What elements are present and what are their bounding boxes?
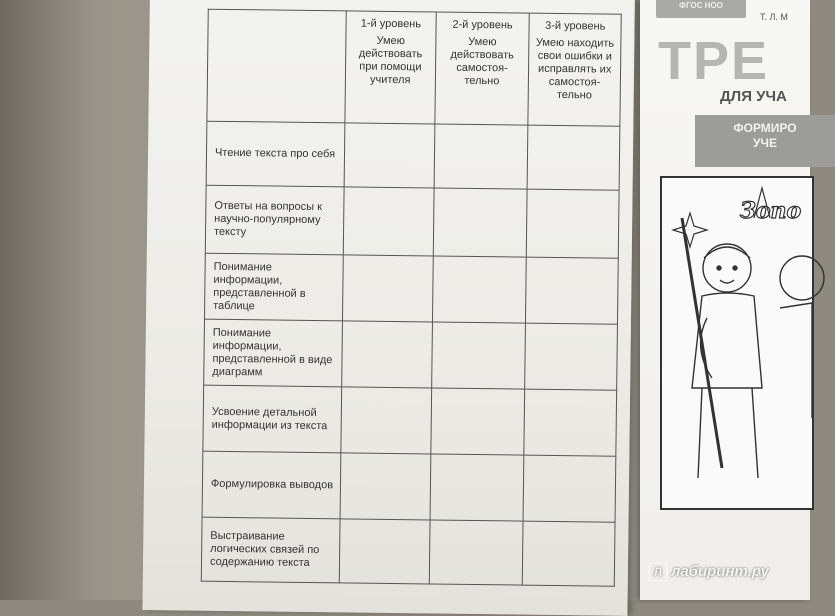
empty-cell: [340, 453, 430, 520]
fgos-badge: [656, 0, 746, 18]
skill-label: Понимание информации, представленной в таблице: [204, 253, 343, 321]
empty-cell: [523, 455, 615, 522]
skill-label: Формулировка выводов: [202, 451, 341, 519]
empty-cell: [431, 322, 525, 389]
column-header-level-2: [435, 12, 530, 125]
empty-cell: [429, 520, 523, 585]
table-row: [204, 319, 618, 390]
second-child-figure: [780, 256, 824, 418]
cover-subtitle: ДЛЯ УЧА: [720, 88, 787, 105]
empty-cell: [527, 125, 619, 190]
table-row: [204, 253, 618, 324]
corner-cell: [207, 9, 346, 123]
empty-cell: [523, 521, 615, 586]
skill-label: Усвоение детальной информации из текста: [203, 385, 342, 453]
cover-band: [695, 115, 835, 167]
header-row: [207, 9, 621, 126]
empty-cell: [342, 255, 432, 322]
cover-title: ТРЕ: [658, 31, 770, 91]
column-header-level-3: [528, 13, 621, 126]
assessment-table: [201, 9, 622, 587]
empty-cell: [434, 124, 528, 189]
skill-label: Ответы на вопросы к научно-популярному тексту: [205, 185, 344, 255]
empty-cell: [343, 187, 433, 256]
badge-line-2: ФГОС НОО: [679, 1, 723, 10]
table-row: [201, 517, 615, 586]
empty-cell: [524, 389, 616, 456]
workbook-page: [142, 0, 635, 616]
empty-cell: [525, 323, 617, 390]
illustration-title: Зопо: [740, 198, 802, 224]
band-line-2: УЧЕ: [753, 136, 777, 150]
table-row: [206, 121, 620, 190]
table-row: [203, 385, 617, 456]
empty-cell: [430, 454, 524, 521]
cover-author: Т. Л. М: [760, 12, 788, 22]
empty-cell: [527, 189, 620, 258]
level-description: Умею находить свои ошибки и исправлять их самостоя-тельно: [535, 36, 615, 102]
boy-figure: [682, 218, 762, 478]
empty-cell: [433, 188, 527, 257]
level-label: 3-й уровень: [545, 19, 606, 33]
empty-cell: [341, 387, 431, 454]
children-illustration: [662, 178, 812, 508]
empty-cell: [430, 388, 524, 455]
level-description: Умею действовать при помощи учителя: [358, 34, 423, 87]
band-line-1: ФОРМИРО: [733, 121, 797, 135]
compass-rose-icon: [673, 213, 707, 247]
skill-label: Понимание информации, представленной в виде диаграмм: [204, 319, 343, 387]
empty-cell: [432, 256, 526, 323]
skill-label: Выстраивание логических связей по содержанию текста: [201, 517, 340, 583]
empty-cell: [339, 519, 429, 584]
labirint-logo-icon: Л: [648, 562, 668, 582]
book-cover: [640, 0, 810, 600]
watermark: [648, 562, 769, 582]
empty-cell: [342, 321, 432, 388]
empty-cell: [526, 257, 618, 324]
level-label: 1-й уровень: [360, 17, 422, 31]
table-row: [202, 451, 616, 522]
empty-cell: [344, 123, 434, 188]
column-header-level-1: [345, 11, 436, 124]
level-label: 2-й уровень: [452, 18, 513, 32]
level-description: Умею действовать самостоя-тельно: [450, 35, 514, 88]
skill-label: Чтение текста про себя: [206, 121, 345, 187]
table-row: [205, 185, 619, 258]
cover-illustration: [660, 176, 814, 510]
watermark-text: лабиринт.ру: [671, 562, 769, 580]
